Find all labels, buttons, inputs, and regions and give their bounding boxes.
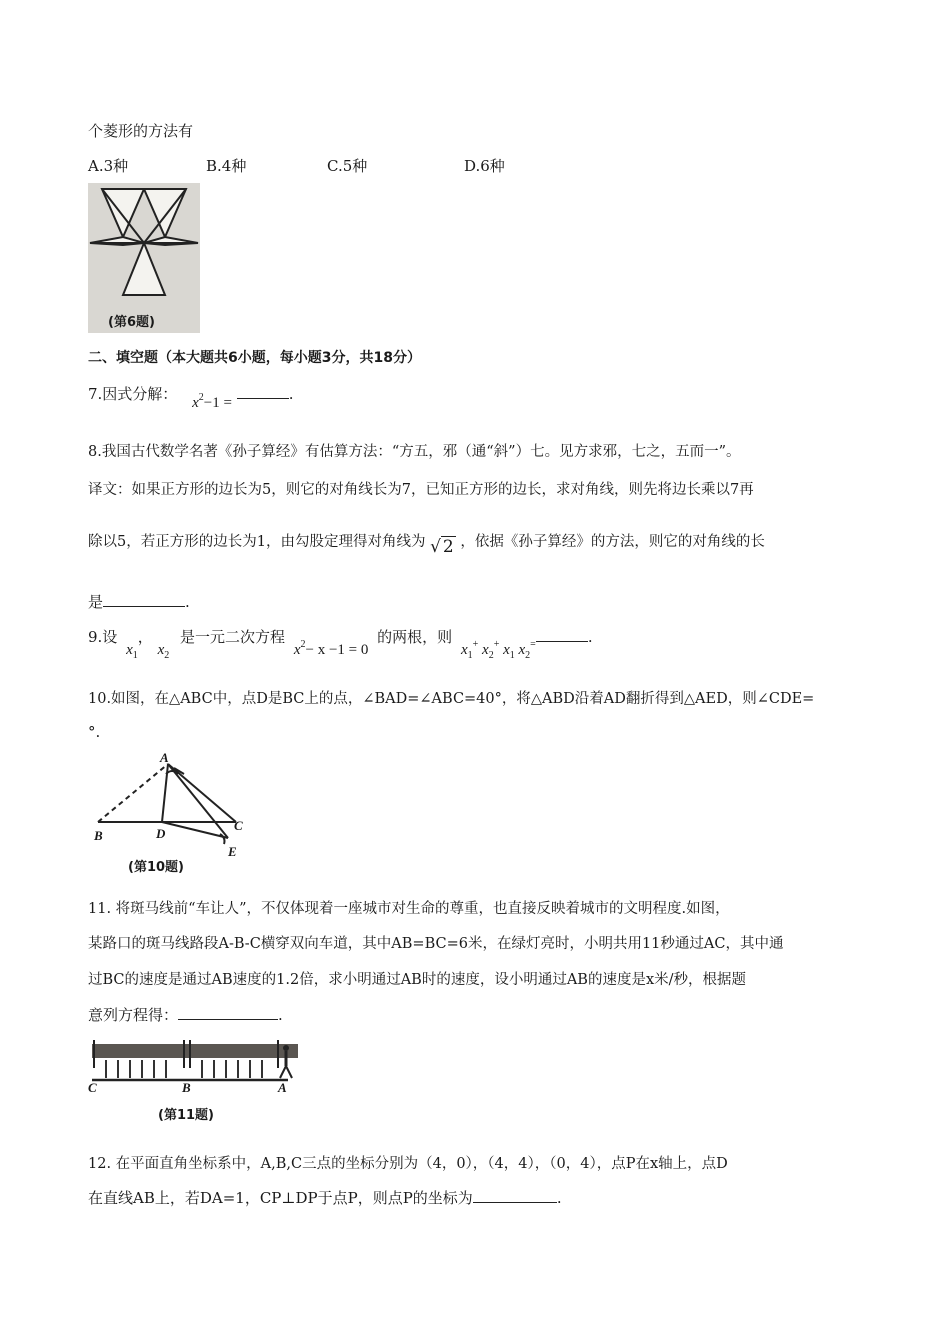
- q7-expression: $x^2-1$ =: [192, 392, 232, 411]
- q11-line-2: 某路口的斑马线路段A-B-C横穿双向车道，其中AB=BC=6米，在绿灯亮时，小明共用11秒通过AC，其中通: [88, 936, 784, 952]
- q9-x2: $x_2$: [157, 642, 170, 661]
- q10-label-c: C: [234, 818, 243, 833]
- q10-segment-ab-dashed: [98, 764, 168, 822]
- q7-line: [88, 383, 294, 411]
- q8-sqrt-expression: √ 2: [430, 537, 454, 557]
- q12-line-1: 12. 在平面直角坐标系中，A,B,C三点的坐标分别为（4，0），（4，4），（0，4），点P在x轴上，点D: [88, 1156, 728, 1172]
- q10-segment-ac: [168, 764, 236, 822]
- q10-figure-caption: (第10题): [128, 860, 184, 875]
- q7-period: .: [288, 385, 294, 403]
- q11-answer-blank[interactable]: [178, 1005, 278, 1020]
- q11-line-4: 意列方程得： .: [88, 1006, 283, 1024]
- q11-crosswalk-diagram: [88, 1038, 304, 1098]
- q10-figure: [88, 750, 250, 876]
- q12-answer-blank[interactable]: [473, 1188, 557, 1203]
- q10-label-b: B: [94, 828, 103, 843]
- q11-label-c: C: [88, 1080, 97, 1095]
- q6-bottom-triangle: [123, 243, 165, 295]
- q10-segment-ae: [168, 764, 228, 838]
- q11-line-3: 过BC的速度是通过AB速度的1.2倍，求小明通过AB时的速度，设小明通过AB的速度是x米/秒，根据题: [88, 972, 747, 988]
- q10-label-e: E: [228, 844, 237, 859]
- q9-x1: $x_1$: [126, 642, 138, 661]
- q11-road-band: [92, 1044, 298, 1058]
- q9-equation: $x^2- x -1 = 0$: [293, 639, 369, 658]
- q10-line-2: °.: [88, 723, 101, 741]
- q11-label-a: A: [278, 1080, 287, 1095]
- q8-answer-blank[interactable]: [103, 592, 185, 607]
- q10-label-d: D: [156, 826, 166, 841]
- q11-line-1: 11. 将斑马线前“车让人”，不仅体现着一座城市对生命的尊重，也直接反映着城市的文明程度.如图，: [88, 901, 730, 917]
- q10-line-1: 10.如图，在△ABC中，点D是BC上的点，∠BAD=∠ABC=40°，将△ABD沿着AD翻折得到△AED，则∠CDE=: [88, 691, 815, 707]
- q8-line-4: 是 .: [88, 593, 190, 611]
- q6-option-a: A.3种: [88, 157, 129, 175]
- q6-figure: [88, 183, 200, 333]
- q12-line-2: 在直线AB上，若DA=1，CP⊥DP于点P，则点P的坐标为 .: [88, 1189, 562, 1207]
- q6-option-b: B.4种: [206, 157, 247, 175]
- q8-line-3: 除以5，若正方形的边长为1，由勾股定理得对角线为 √ 2 ，依据《孙子算经》的方法，则它的对角线的长: [88, 534, 765, 557]
- q6-option-c: C.5种: [327, 157, 368, 175]
- q11-figure-caption: (第11题): [158, 1108, 214, 1123]
- q6-tail-text: 个菱形的方法有: [88, 122, 194, 140]
- q6-figure-caption: (第6题): [108, 315, 155, 330]
- q11-label-b: B: [182, 1080, 191, 1095]
- section-heading-fill-in: 二、填空题（本大题共6小题，每小题3分，共18分）: [88, 350, 421, 366]
- q8-line-2: 译文：如果正方形的边长为5，则它的对角线长为7，已知正方形的边长，求对角线，则先将边长乘以7再: [88, 482, 754, 498]
- q11-figure: [88, 1038, 304, 1130]
- q9-sum-expression: $x_1^+$ $x_2^+$ $x_1$ $x_2^=$: [460, 639, 536, 661]
- q9-answer-blank[interactable]: [536, 627, 588, 642]
- q6-option-d: D.6种: [464, 157, 505, 175]
- q9-line: 9.设 $x_1$， $x_2$ 是一元二次方程 $x^2- x -1 = 0$ 的两根，则 $x_1^+$ $x_2^+$ $x_1$ $x_2^=$ .: [88, 628, 593, 661]
- q10-label-a: A: [160, 750, 169, 765]
- q7-prefix: 7.因式分解：: [88, 385, 178, 403]
- q7-answer-blank[interactable]: [237, 384, 289, 399]
- q8-line-1: 8.我国古代数学名著《孙子算经》有估算方法：“方五，邪（通“斜”）七。见方求邪，七之，五而一”。: [88, 444, 741, 460]
